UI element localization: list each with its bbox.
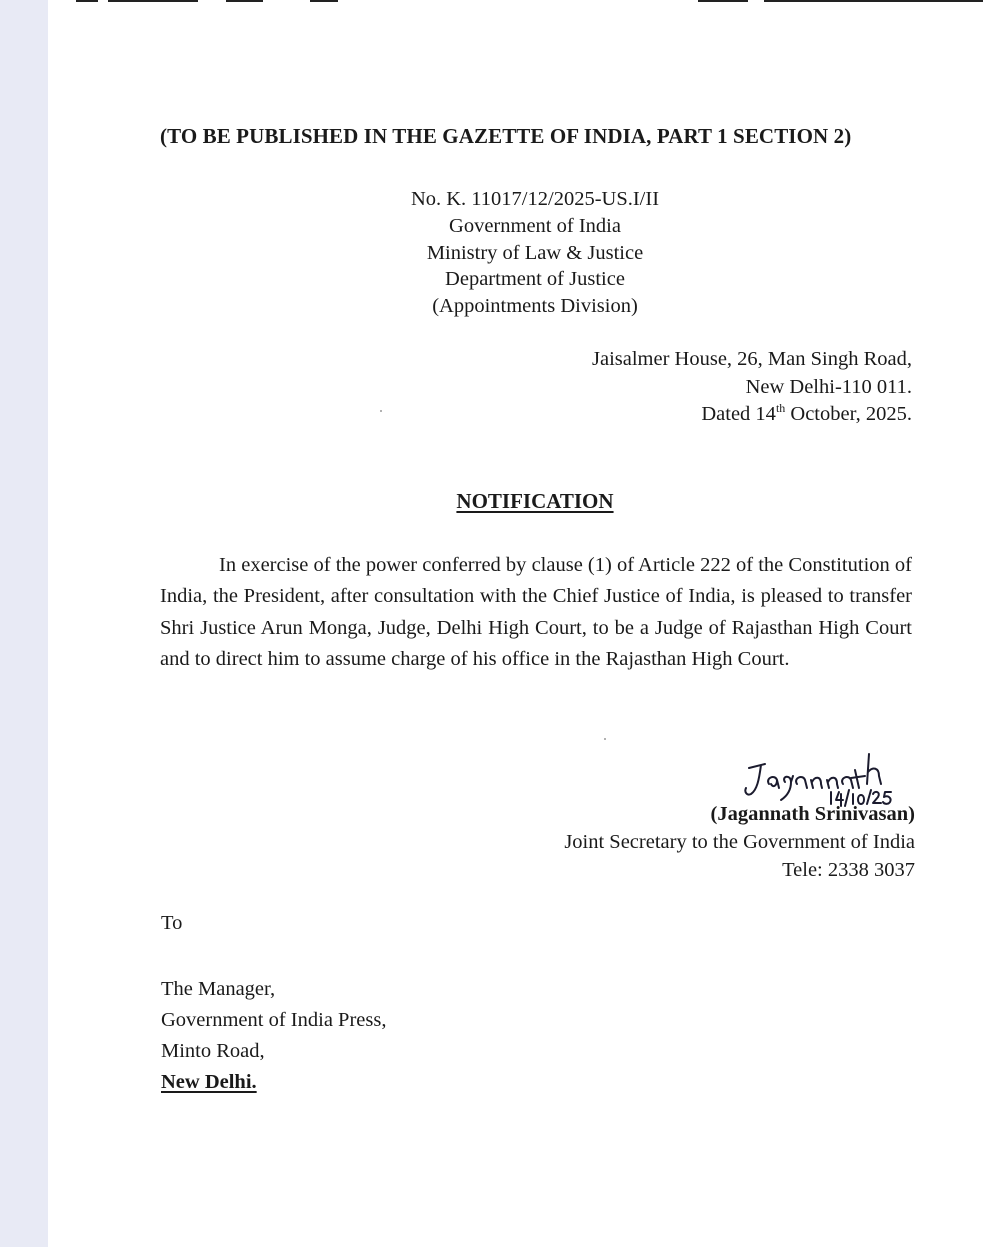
notification-body: In exercise of the power conferred by clause (1) of Article 222 of the Constitution of India, the President, after consultation with the Chief Justice of India, is pleased to transfer Shri Justice Arun Monga, Judge, Delhi High Court, to be a Judge of Rajasthan High Court and to direct him to assume charge of his office in the Rajasthan High Court.	[160, 554, 912, 670]
recipient-city: New Delhi.	[161, 1071, 257, 1093]
signatory-designation: Joint Secretary to the Government of India	[564, 831, 915, 853]
top-edge-marks	[48, 0, 983, 6]
address-block	[510, 346, 912, 429]
recipient-line-2: Government of India Press,	[161, 1009, 387, 1031]
ministry-line: Ministry of Law & Justice	[426, 241, 644, 264]
address-line-1: Jaisalmer House, 26, Man Singh Road,	[592, 348, 912, 370]
division-line: (Appointments Division)	[432, 295, 638, 318]
scan-speck	[380, 410, 382, 412]
scan-speck	[604, 738, 606, 740]
signatory-block	[505, 800, 915, 884]
recipient-line-3: Minto Road,	[161, 1040, 265, 1062]
date-line	[510, 401, 912, 429]
date-rest: October, 2025.	[785, 403, 912, 425]
gazette-header: (TO BE PUBLISHED IN THE GAZETTE OF INDIA, PART 1 SECTION 2)	[160, 124, 852, 148]
signatory-name: (Jagannath Srinivasan)	[710, 803, 915, 825]
date-ordinal-suffix: th	[775, 401, 786, 415]
signatory-phone: Tele: 2338 3037	[782, 859, 915, 881]
to-label: To	[161, 912, 183, 934]
recipient-block	[161, 974, 561, 1098]
address-line-2: New Delhi-110 011.	[745, 375, 912, 398]
notification-title: NOTIFICATION	[456, 489, 614, 513]
recipient-line-1: The Manager,	[161, 978, 276, 1000]
government-line: Government of India	[449, 214, 621, 237]
date-prefix: Dated 14	[701, 403, 776, 425]
reference-block	[385, 186, 685, 320]
file-number: No. K. 11017/12/2025-US.I/II	[410, 188, 660, 210]
department-line: Department of Justice	[445, 268, 625, 291]
left-margin-strip	[0, 0, 48, 1247]
